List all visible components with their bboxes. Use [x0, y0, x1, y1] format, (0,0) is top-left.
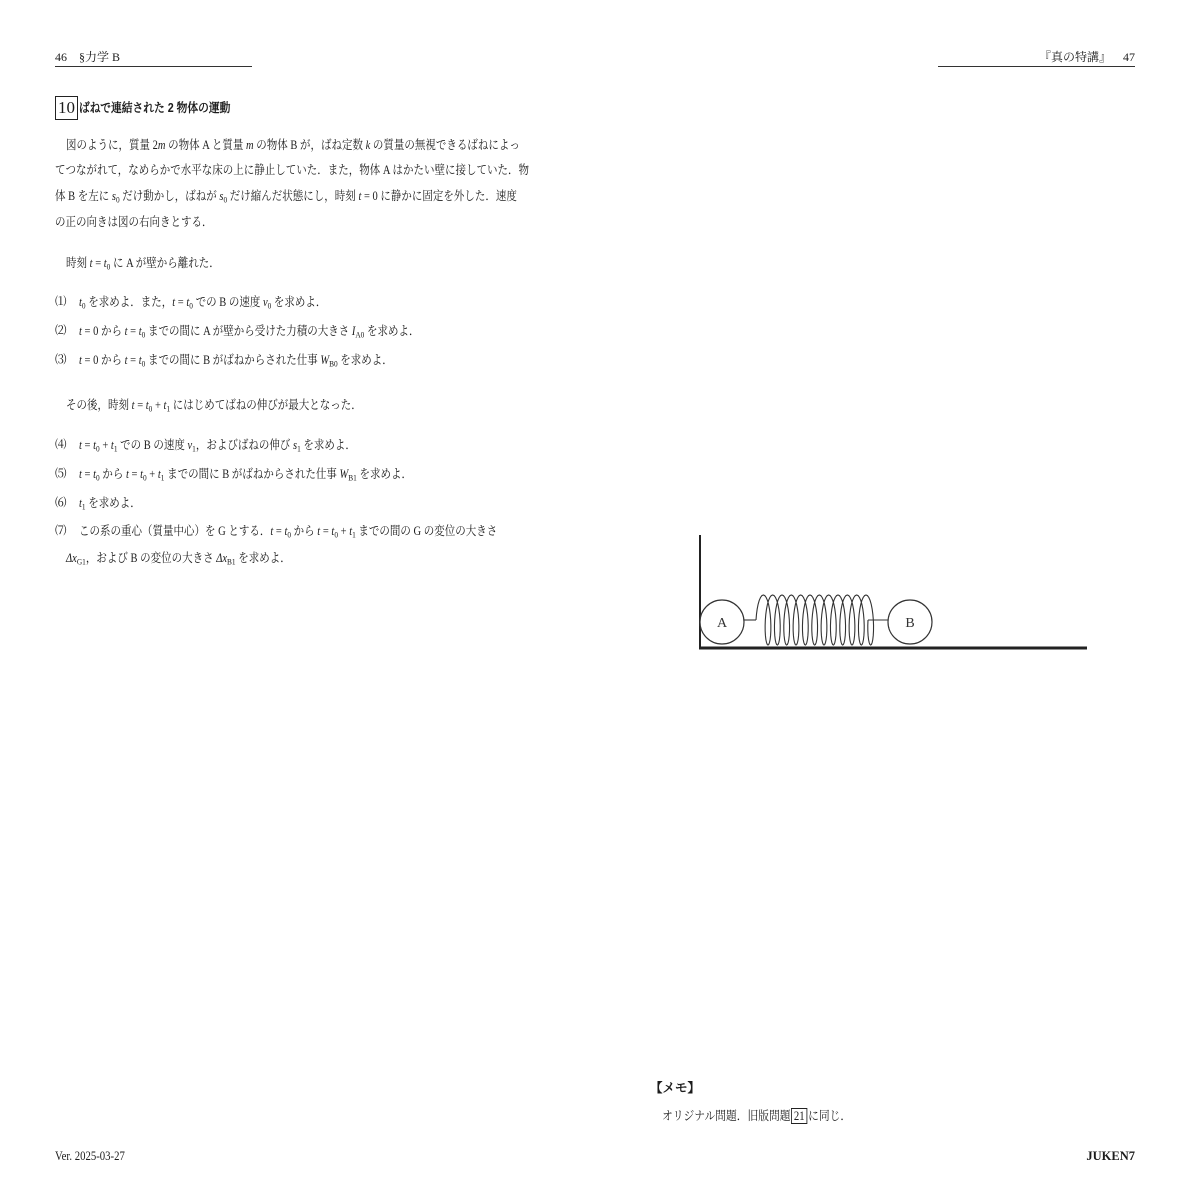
- memo-text-before: オリジナル問題．旧版問題: [662, 1109, 791, 1123]
- math-variable: t: [163, 398, 167, 412]
- question-text: $t_0$ を求めよ．また，$t = t_0$ での B の速度 $v_0$ を求めよ．: [79, 295, 327, 311]
- math-subscript: B1: [227, 556, 236, 567]
- question-label: ⑴: [55, 296, 67, 308]
- math-variable: t: [79, 324, 82, 338]
- question-label: ⑸: [55, 468, 67, 480]
- math-variable: t: [138, 353, 142, 367]
- math-subscript: 0: [334, 529, 339, 540]
- question-text: この系の重心（質量中心）を G とする．$t = t_0$ から $t = t_0 + t_1$ までの間の G の変位の大きさ: [79, 524, 498, 540]
- math-variable: I: [351, 324, 356, 338]
- math-subscript: 0: [287, 529, 292, 540]
- problem-intro-line: てつながれて，なめらかで水平な床の上に静止していた．また，物体 A はかたい壁に接していた．物: [55, 163, 530, 177]
- math-variable: t: [157, 467, 161, 481]
- math-variable: k: [365, 138, 371, 152]
- math-subscript: 1: [192, 443, 196, 454]
- math-subscript: 0: [143, 472, 147, 483]
- math-subscript: 0: [148, 403, 153, 414]
- version-label: Ver. 2025-03-27: [55, 1149, 125, 1163]
- question-label: ⑺: [55, 525, 67, 537]
- math-subscript: G1: [76, 556, 86, 567]
- math-variable: m: [157, 138, 166, 152]
- math-variable: t: [138, 324, 142, 338]
- math-variable: t: [93, 438, 97, 452]
- question-label: ⑹: [55, 497, 67, 509]
- math-variable: t: [270, 524, 274, 538]
- question-text: $t_1$ を求めよ．: [79, 496, 141, 512]
- question-text: t = 0 から $t = t_0$ までの間に A が壁から受けた力積の大きさ $I_{A0}$ を求めよ．: [79, 324, 420, 340]
- spring-mass-figure: [690, 528, 1095, 656]
- math-variable: t: [79, 295, 82, 309]
- math-variable: t: [79, 496, 82, 510]
- memo-text-after: に同じ．: [808, 1109, 852, 1123]
- math-variable: t: [331, 524, 335, 538]
- math-subscript: 1: [160, 472, 165, 483]
- math-variable: s: [111, 189, 116, 203]
- math-subscript: B1: [348, 472, 357, 483]
- math-variable: t: [284, 524, 288, 538]
- math-variable: t: [349, 524, 353, 538]
- math-variable: W: [339, 467, 349, 481]
- math-variable: t: [358, 189, 362, 203]
- math-variable: W: [320, 353, 330, 367]
- math-subscript: 0: [223, 194, 228, 205]
- math-variable: t: [145, 398, 149, 412]
- math-variable: v: [187, 438, 193, 452]
- math-variable: t: [89, 256, 93, 270]
- page-number: 47: [1123, 50, 1135, 64]
- problem-number: 10: [55, 96, 78, 120]
- problem-event-line: その後，時刻 $t = t_0 + t_1$ にはじめてばねの伸びが最大となった．: [66, 398, 362, 414]
- math-variable: s: [219, 189, 224, 203]
- math-variable: m: [245, 138, 254, 152]
- problem-intro-line: の正の向きは図の右向きとする．: [55, 215, 213, 229]
- memo-heading: 【メモ】: [650, 1081, 701, 1095]
- math-variable: t: [125, 467, 129, 481]
- problem-intro-line: 体 B を左に $s_0$ だけ動かし，ばねが $s_0$ だけ縮んだ状態にし，時刻 t = 0 に静かに固定を外した．速度: [55, 189, 517, 205]
- question-text: $\Delta x_{G1}$，および B の変位の大きさ $\Delta x_{B1}$ を求めよ．: [66, 551, 291, 567]
- math-subscript: 0: [115, 194, 120, 205]
- math-variable: t: [79, 438, 82, 452]
- problem-event-line: 時刻 $t = t_0$ に A が壁から離れた．: [66, 256, 220, 272]
- question-label: ⑷: [55, 439, 67, 451]
- math-subscript: 1: [297, 443, 301, 454]
- problem-title: ばねで連結された 2 物体の運動: [79, 101, 231, 115]
- math-variable: t: [124, 353, 128, 367]
- math-subscript: B0: [329, 358, 338, 369]
- math-subscript: 0: [106, 261, 111, 272]
- math-subscript: 0: [96, 443, 100, 454]
- math-variable: t: [140, 467, 144, 481]
- page-number: 46: [55, 50, 67, 64]
- math-variable: t: [79, 467, 82, 481]
- math-subscript: 1: [113, 443, 118, 454]
- math-variable: t: [124, 324, 128, 338]
- math-variable: t: [131, 398, 135, 412]
- running-header-right: [938, 49, 1135, 67]
- math-variable: t: [93, 467, 97, 481]
- question-text: $t = t_0 + t_1$ での B の速度 $v_1$，およびばねの伸び $s_1$ を求めよ．: [79, 438, 356, 454]
- spring-coil: [756, 595, 874, 645]
- math-subscript: 0: [267, 300, 272, 311]
- question-label: ⑵: [55, 325, 67, 337]
- math-variable: t: [79, 353, 82, 367]
- running-header-left: [55, 49, 252, 67]
- section-title: §力学 B: [79, 50, 121, 64]
- math-subscript: 1: [81, 501, 86, 512]
- math-subscript: 0: [141, 358, 146, 369]
- math-variable: Δx: [216, 551, 228, 565]
- object-a-label: A: [716, 616, 728, 631]
- math-subscript: 1: [166, 403, 171, 414]
- math-variable: t: [110, 438, 114, 452]
- math-variable: t: [186, 295, 190, 309]
- book-title: 『真の特講』: [1038, 50, 1111, 64]
- memo-text: [662, 1108, 851, 1124]
- math-variable: t: [103, 256, 107, 270]
- brand-label: JUKEN7: [1086, 1149, 1135, 1163]
- math-subscript: 1: [352, 529, 356, 540]
- math-variable: Δx: [66, 551, 77, 565]
- math-subscript: 0: [141, 329, 146, 340]
- question-label: ⑶: [55, 354, 67, 366]
- math-subscript: 0: [96, 472, 100, 483]
- math-variable: t: [317, 524, 321, 538]
- object-b-label: B: [905, 616, 915, 631]
- question-text: t = 0 から $t = t_0$ までの間に B がばねからされた仕事 $W_{B0}$ を求めよ．: [79, 353, 393, 369]
- question-text: $t = t_0$ から $t = t_0 + t_1$ までの間に B がばねからされた仕事 $W_{B1}$ を求めよ．: [79, 467, 412, 483]
- math-variable: v: [262, 295, 268, 309]
- old-problem-number: 21: [791, 1108, 807, 1124]
- math-subscript: 0: [189, 300, 193, 311]
- math-subscript: A0: [355, 329, 365, 340]
- math-variable: t: [172, 295, 176, 309]
- math-subscript: 0: [81, 300, 86, 311]
- problem-intro-line: 図のように，質量 2m の物体 A と質量 m の物体 B が，ばね定数 k の質量の無視できるばねによっ: [66, 138, 520, 152]
- math-variable: s: [292, 438, 298, 452]
